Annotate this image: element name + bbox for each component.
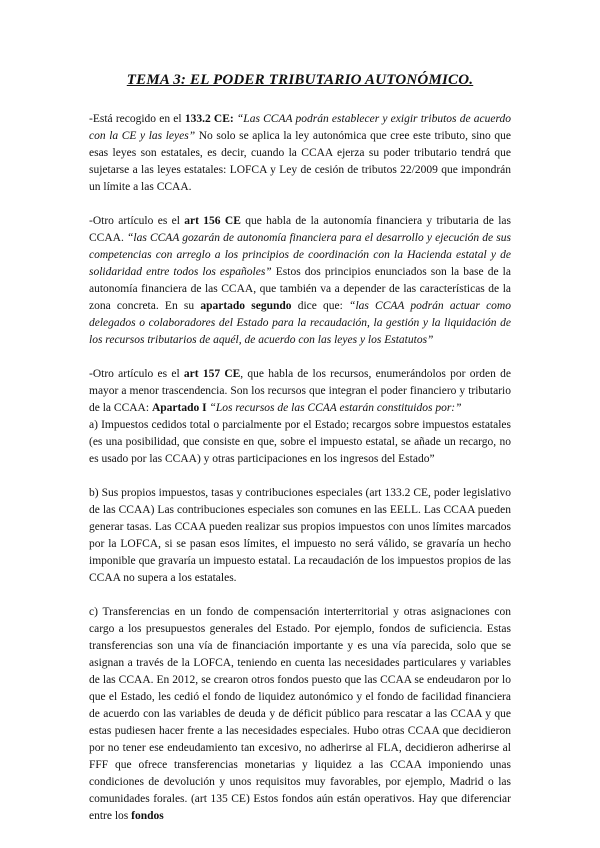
text: , que habla de los recursos, enumerándolos por orden de mayor a menor trascendencia. Son los recursos que integran el poder financiero y tributario de la CCAA: xyxy=(89,368,511,414)
text: -Otro artículo es el xyxy=(89,215,185,227)
text: dice que: xyxy=(291,300,350,312)
text: c) Transferencias en un fondo de compensación interterritorial y otras asignaciones con cargo a los presupuestos generales del Estado. Por ejemplo, fondos de suficiencia. Estas transferencias son una vía de financiación importante y es una vía parecida, solo que se asignan a través de la LOFCA, teniendo en cuenta las necesidades particulares y variables de las CCAA. En 2012, se crearon otros fondos puesto que las CCAA se endeudaron por lo que el Estado, les cedió el fondo de liquidez autonómico y el fondo de facilidad financiera de acuerdo con las variables de deuda y de déficit público para rescatar a las CCAA y que estas pudiesen hacer frente a las necesidades especiales. Hubo otras CCAA que decidieron por no tener ese endeudamiento tan excesivo, no adherirse al FLA, decidieron adherirse al FFF que ofrece transferencias monetarias y liquidez a las CCAA imponiendo unas condiciones de devolución y unos requisitos muy favorables, por ejemplo, Madrid o las comunidades forales. (art 135 CE) Estos fondos aún están operativos. Hay que diferenciar entre los xyxy=(89,606,511,822)
bold-ref: apartado segundo xyxy=(200,300,292,312)
page-title: TEMA 3: EL PODER TRIBUTARIO AUTONÓMICO. xyxy=(126,72,474,88)
text: Estos dos principios enunciados son la base de la autonomía financiera de las CCAA, que también va a depender de las características de la zona concreta. En su xyxy=(89,266,511,312)
paragraph-art-156 xyxy=(89,213,511,349)
paragraph-art-133 xyxy=(89,111,511,196)
text: -Está recogido en el xyxy=(89,113,185,125)
bold-ref: art 157 CE xyxy=(183,368,241,380)
bold-ref: fondos xyxy=(131,810,164,822)
paragraph-art-157 xyxy=(89,366,511,417)
text: -Otro artículo es el xyxy=(89,368,184,380)
paragraph-item-b: b) Sus propios impuestos, tasas y contribuciones especiales (art 133.2 CE, poder legislativo de las CCAA) Las contribuciones especiales son comunes en las EELL. Las CCAA pueden generar tasas. Las CCAA pueden realizar sus propios impuestos con unos límites marcados por la LOFCA, si se pasan esos límites, el impuesto no será válido, se gravaría un hecho imponible que gravaría un impuesto estatal. La recaudación de los impuestos propios de las CCAA no supera a los estatales. xyxy=(89,487,511,584)
bold-ref: 133.2 CE: xyxy=(184,113,234,125)
paragraph-item-c xyxy=(89,604,511,825)
paragraph-item-a: a) Impuestos cedidos total o parcialmente por el Estado; recargos sobre impuestos estatales (es una posibilidad, que consiste en que, sobre el impuesto estatal, se añade un recargo, no es usado por las CCAA) y otras participaciones en los ingresos del Estado” xyxy=(89,419,511,465)
text: que habla de la autonomía financiera y tributaria de las CCAA. xyxy=(89,215,511,244)
quote: “Los recursos de las CCAA estarán constituidos por:” xyxy=(209,402,462,414)
bold-ref: art 156 CE xyxy=(184,215,241,227)
quote: “las CCAA podrán actuar como delegados o colaboradores del Estado para la recaudación, la gestión y la liquidación de los recursos tributarios de aquél, de acuerdo con las leyes y los Estatutos” xyxy=(89,300,511,346)
spacer xyxy=(89,349,511,366)
spacer xyxy=(89,468,511,485)
quote: “las CCAA gozarán de autonomía financiera para el desarrollo y ejecución de sus competencias con arreglo a los principios de coordinación con la Hacienda estatal y de solidaridad entre todos los españoles” xyxy=(89,232,511,278)
spacer xyxy=(89,196,511,213)
spacer xyxy=(89,587,511,604)
text: No solo se aplica la ley autonómica que cree este tributo, sino que esas leyes son estatales, es decir, cuando la CCAA ejerza su poder tributario tendrá que sujetarse a las leyes estatales: LOFCA y Ley de cesión de tributos 22/2009 que impondrán un límite a las CCAA. xyxy=(89,130,511,193)
bold-ref: Apartado I xyxy=(151,402,207,414)
quote: “Las CCAA podrán establecer y exigir tributos de acuerdo con la CE y las leyes” xyxy=(89,113,512,142)
